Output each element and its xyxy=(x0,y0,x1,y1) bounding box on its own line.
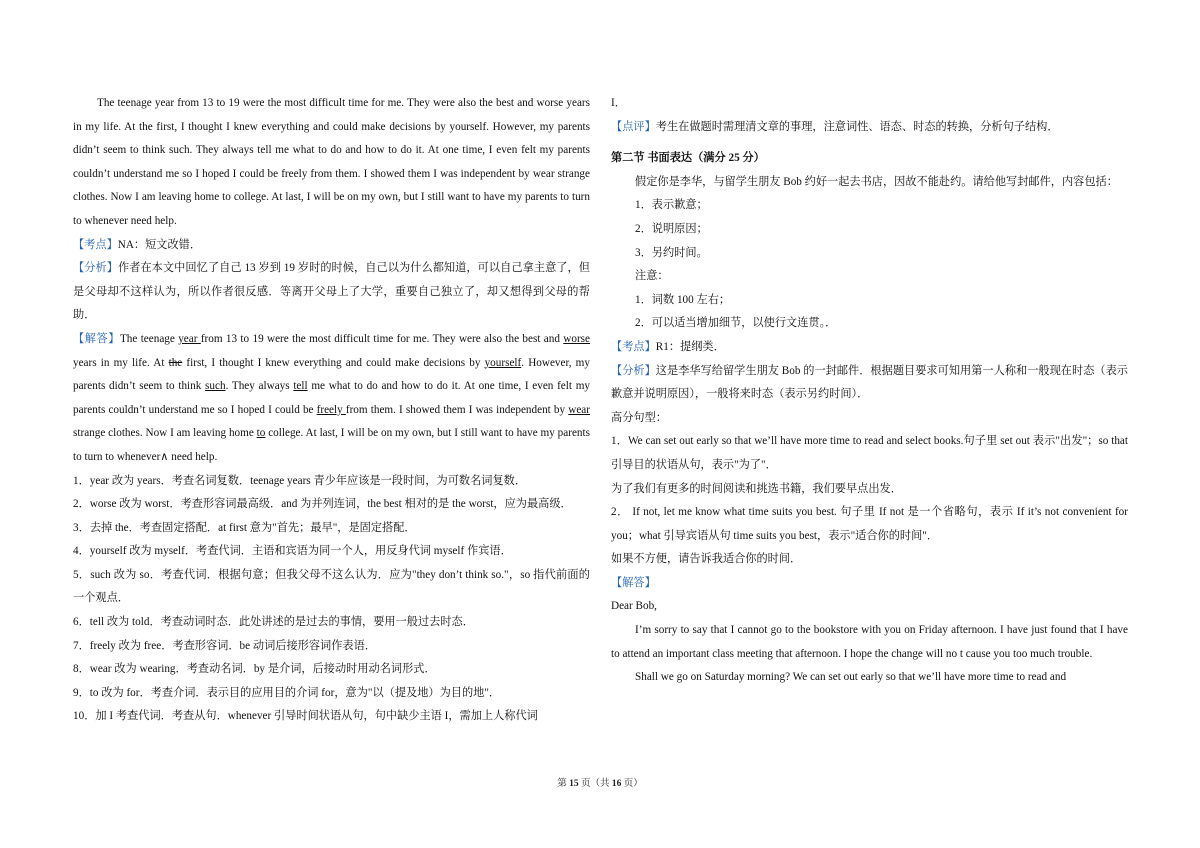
prompt-point: 2．说明原因； xyxy=(635,222,708,235)
fenxi-text: 这是李华写给留学生朋友 Bob 的一封邮件．根据题目要求可知用第一人称和一般现在时态（表示歉意并说明原因），一般将来时态（表示另约时间）． xyxy=(611,364,1128,401)
sentence-pattern-1-cn: 为了我们有更多的时间阅读和挑选书籍，我们要早点出发． xyxy=(611,482,902,495)
note-item: 1．词数 100 左右； xyxy=(635,293,731,306)
fenxi-left xyxy=(73,257,590,328)
writing-prompt: 假定你是李华，与留学生朋友 Bob 约好一起去书店，因故不能赴约。请给他写封邮件，内容包括： xyxy=(635,175,1118,188)
correction-item: 2．worse 改为 worst．考查形容词最高级．and 为并列连词，the best 相对的是 the worst，应为最高级． xyxy=(73,498,572,511)
kaodian-right xyxy=(611,336,1128,360)
spacer xyxy=(611,139,1128,147)
correction-item: 7．freely 改为 free．考查形容词．be 动词后接形容词作表语． xyxy=(73,639,376,652)
jieda-passage xyxy=(73,328,590,470)
gaofen-label: 高分句型： xyxy=(611,411,667,424)
error-word-6: tell xyxy=(293,380,308,393)
error-word-8: wear xyxy=(568,403,590,416)
error-word-2: worse xyxy=(563,332,590,345)
kaodian-left xyxy=(73,234,590,258)
kaodian-text: R1：提纲类． xyxy=(655,340,725,353)
kaodian-text: NA：短文改错． xyxy=(117,238,202,251)
correction-item: 1．year 改为 years．考查名词复数．teenage years 青少年应该是一段时间，为可数名词复数． xyxy=(73,474,527,487)
correction-item: 6．tell 改为 told．考查动词时态．此处讲述的是过去的事情，要用一般过去时态． xyxy=(73,616,474,629)
kaodian-tag: 【考点】 xyxy=(73,238,118,251)
sentence-pattern-2-cn: 如果不方便，请告诉我适合你的时间． xyxy=(611,553,802,566)
jieda-seg: college. At last, I will be on my own, but I still want to have my parents to turn to whenever∧ need help. xyxy=(73,427,590,463)
sentence-pattern-1: 1．We can set out early so that we’ll have more time to read and select books.句子里 set out 表示"出发"；so that 引导目的状语从句，表示"为了"． xyxy=(611,435,1128,471)
right-column xyxy=(611,92,1128,690)
correction-item: 3．去掉 the．考查固定搭配．at first 意为"首先；最早"，是固定搭配． xyxy=(73,521,416,534)
jieda-seg: . They always xyxy=(225,380,294,393)
correction-item: 9．to 改为 for．考查介词．表示目的应用目的介词 for，意为"以（提及地）为目的地"． xyxy=(73,686,501,699)
dianping-text: 考生在做题时需理清文章的事理，注意词性、语态、时态的转换，分析句子结构． xyxy=(655,120,1059,133)
jieda-tag: 【解答】 xyxy=(611,576,656,589)
dianping-tag: 【点评】 xyxy=(611,120,656,133)
jieda-seg: strange clothes. Now I am leaving home xyxy=(73,427,257,440)
jieda-seg: from them. I showed them I was independent by xyxy=(345,403,569,416)
jieda-seg: me what to do and how to do it. At one time, I even felt my parents couldn’t understand me so I hoped I could be xyxy=(73,380,590,416)
sentence-pattern-2: 2． If not, let me know what time suits you best. 句子里 If not 是一个省略句，表示 If it’s not convenient for you；what 引导宾语从句 time suits you best，表示"适合你的时间"． xyxy=(611,506,1128,542)
letter-greeting: Dear Bob, xyxy=(611,600,657,613)
dianping xyxy=(611,116,1128,140)
error-word-5: such xyxy=(205,380,226,393)
page-number: 15 xyxy=(569,779,579,789)
section-title: 第二节 书面表达（满分 25 分） xyxy=(611,152,765,165)
error-word-4: yourself xyxy=(484,356,522,369)
error-word-1: year xyxy=(178,332,201,345)
prompt-point: 3．另约时间。 xyxy=(635,246,708,259)
error-word-3: the xyxy=(168,356,183,369)
footer-text: 页） xyxy=(621,779,643,789)
page-footer xyxy=(0,775,1200,789)
jieda-seg: . However, my parents didn’t seem to think xyxy=(73,356,590,393)
left-column xyxy=(73,92,590,729)
prompt-point: 1．表示歉意； xyxy=(635,199,708,212)
carry-over-text: I． xyxy=(611,97,626,109)
correction-item: 4．yourself 改为 myself．考查代词．主语和宾语为同一个人，用反身代词 myself 作宾语． xyxy=(73,545,512,558)
correction-item: 10．加 I 考查代词．考查从句．whenever 引导时间状语从句，句中缺少主语 I，需加上人称代词 xyxy=(73,710,538,723)
letter-paragraph: I’m sorry to say that I cannot go to the bookstore with you on Friday afternoon. I have just found that I have to attend an important class meeting that afternoon. I hope the change will no t cause you too much trouble. xyxy=(611,624,1128,660)
jieda-seg: The teenage xyxy=(119,332,179,345)
letter-paragraph: Shall we go on Saturday morning? We can set out early so that we’ll have more time to read and xyxy=(635,671,1067,684)
correction-item: 8．wear 改为 wearing．考查动名词．by 是介词，后接动时用动名词形式． xyxy=(73,663,436,676)
footer-text: 第 xyxy=(557,779,570,789)
error-word-7: freely xyxy=(316,403,346,416)
error-word-9: to xyxy=(256,427,266,440)
passage-original: The teenage year from 13 to 19 were the most difficult time for me. They were also the best and worse years in my life. At the first, I thought I knew everything and could make decisions by yourself. However, my parents didn’t seem to think such. They always tell me what to do and how to do it. At one time, I even felt my parents couldn’t understand me so I hoped I could be freely from them. I showed them I was independent by wear strange clothes. Now I am leaving home to college. At last, I will be on my own, but I still want to have my parents to turn to whenever need help. xyxy=(73,97,590,227)
correction-item: 5．such 改为 so．考查代词．根据句意；但我父母不这么认为．应为"they don’t think so."，so 指代前面的一个观点． xyxy=(73,568,590,605)
notes-title: 注意： xyxy=(635,270,669,283)
kaodian-tag: 【考点】 xyxy=(611,340,656,353)
footer-text: 页（共 xyxy=(578,779,612,789)
fenxi-tag: 【分析】 xyxy=(73,262,118,275)
fenxi-text: 作者在本文中回忆了自己 13 岁到 19 岁时的时候，自己以为什么都知道，可以自己拿主意了，但是父母却不这样认为，所以作者很反感．等离开父母上了大学，重要自己独立了，却又想得到父母的帮助． xyxy=(73,262,590,322)
jieda-tag: 【解答】 xyxy=(73,332,120,345)
page-total: 16 xyxy=(611,779,622,789)
fenxi-right xyxy=(611,360,1128,407)
fenxi-tag: 【分析】 xyxy=(611,364,656,377)
note-item: 2．可以适当增加细节，以使行文连贯。． xyxy=(635,317,837,330)
jieda-seg: from 13 to 19 were the most difficult time for me. They were also the best and xyxy=(200,332,564,345)
jieda-seg: first, I thought I knew everything and could make decisions by xyxy=(182,356,485,369)
jieda-seg: years in my life. At xyxy=(73,356,169,369)
